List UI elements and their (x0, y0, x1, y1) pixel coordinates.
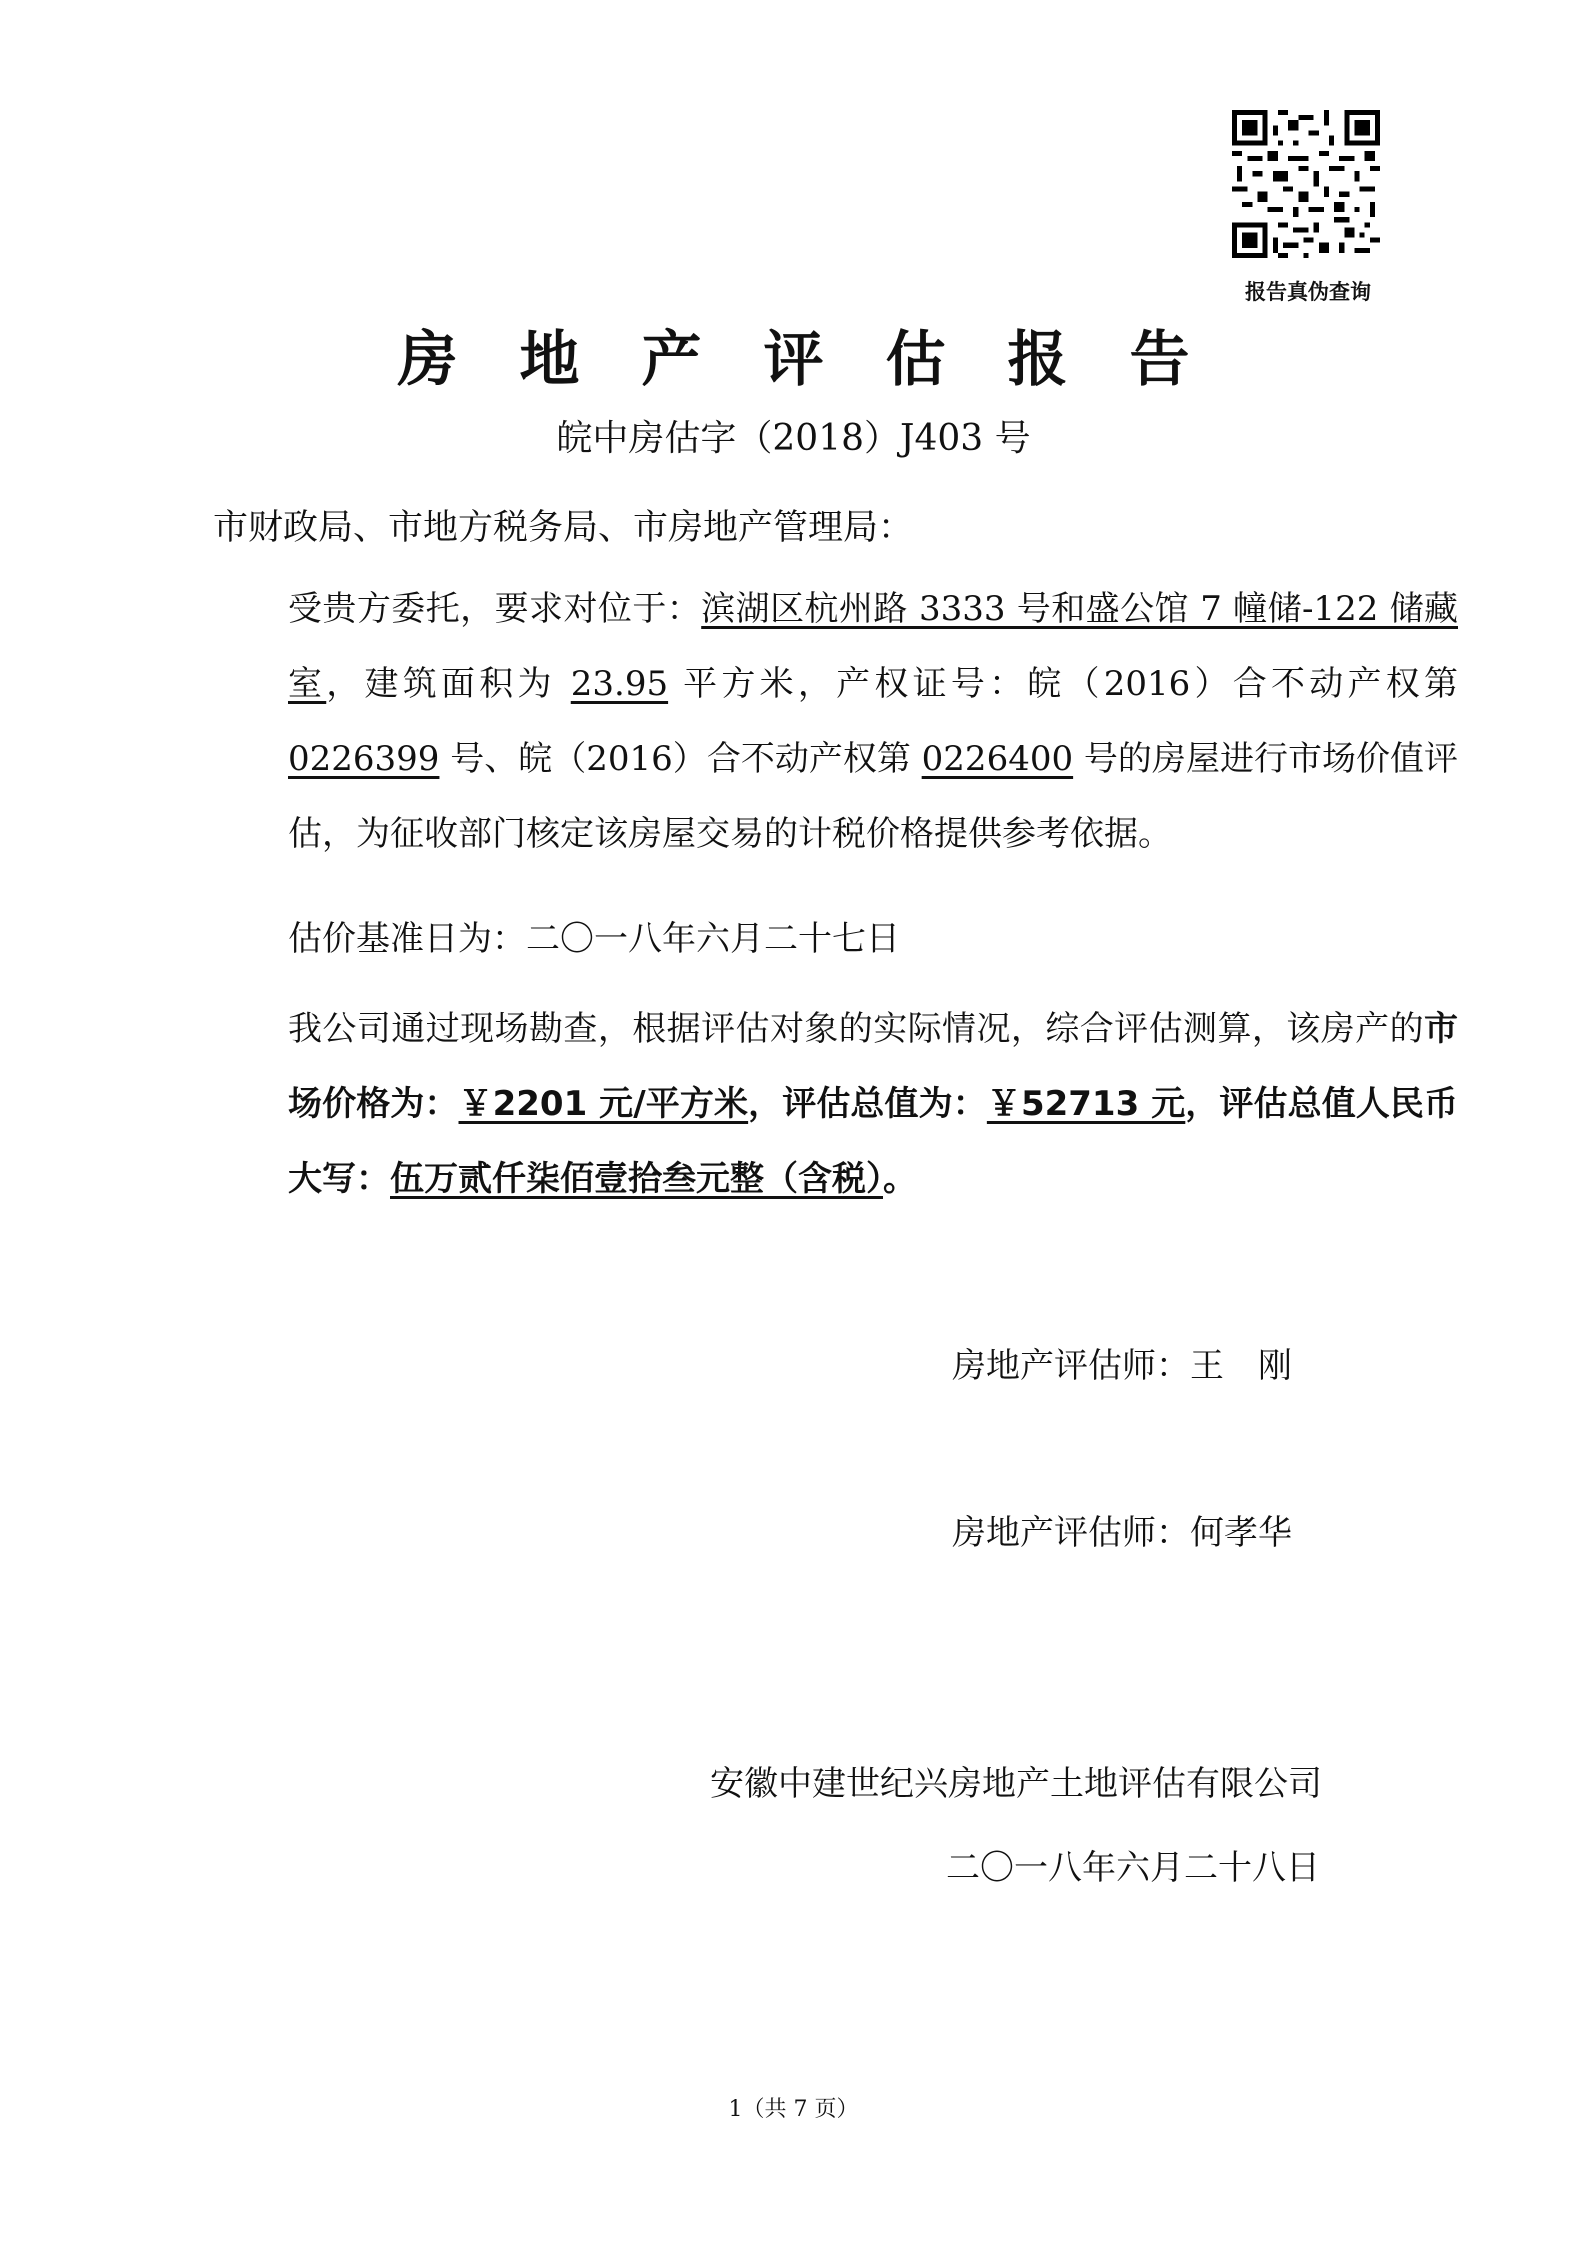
para1-text-1: 受贵方委托，要求对位于： (288, 589, 702, 629)
valuation-result-paragraph (213, 992, 1458, 1217)
qr-code-icon (1232, 110, 1380, 258)
appraiser-2: 房地产评估师：何孝华 (952, 1513, 1292, 1553)
total-value-in-words: 伍万贰仟柒佰壹拾叁元整（含税） (390, 1159, 883, 1199)
para3-text-3: ，评估总值为： (748, 1084, 987, 1124)
total-value: ￥52713 元 (986, 1084, 1186, 1124)
commission-paragraph (213, 572, 1458, 872)
qr-verify-caption: 报告真伪查询 (1245, 280, 1371, 304)
company-name: 安徽中建世纪兴房地产土地评估有限公司 (710, 1764, 1322, 1804)
certificate-number-1: 0226399 (288, 739, 440, 779)
valuation-date-line: 估价基准日为：二〇一八年六月二十七日 (288, 919, 900, 959)
para1-text-2: ，建筑面积为 (326, 664, 571, 704)
para3-text-5: 。 (883, 1159, 917, 1199)
certificate-number-2: 0226400 (921, 739, 1074, 779)
property-address: 滨湖区杭州路 3333 号和盛公馆 7 幢储-122 储藏室 (288, 589, 1458, 704)
appraiser-1: 房地产评估师：王 刚 (952, 1346, 1292, 1386)
para3-text-1: 我公司通过现场勘查，根据评估对象的实际情况，综合评估测算，该房产的 (288, 1009, 1424, 1049)
para1-text-5: 号的房屋进行市场价值评估，为征收部门核定该房屋交易的计税价格提供参考依据。 (288, 739, 1458, 854)
para1-text-3: 平方米，产权证号：皖（2016）合不动产权第 (668, 664, 1459, 704)
para3-text-2: 市场价格为： (288, 1009, 1458, 1124)
page-number-footer: 1（共 7 页） (728, 2097, 859, 2122)
page-title: 房地产评估报告 (397, 325, 1252, 395)
issue-date: 二〇一八年六月二十八日 (946, 1848, 1320, 1888)
unit-price: ￥2201 元/平方米 (458, 1084, 749, 1124)
para3-text-4: ，评估总值人民币大写： (288, 1084, 1459, 1199)
recipient-line: 市财政局、市地方税务局、市房地产管理局： (213, 508, 914, 548)
document-number: 皖中房估字（2018）J403 号 (556, 418, 1031, 459)
para1-text-4: 号、皖（2016）合不动产权第 (439, 739, 922, 779)
building-area: 23.95 (570, 664, 669, 704)
